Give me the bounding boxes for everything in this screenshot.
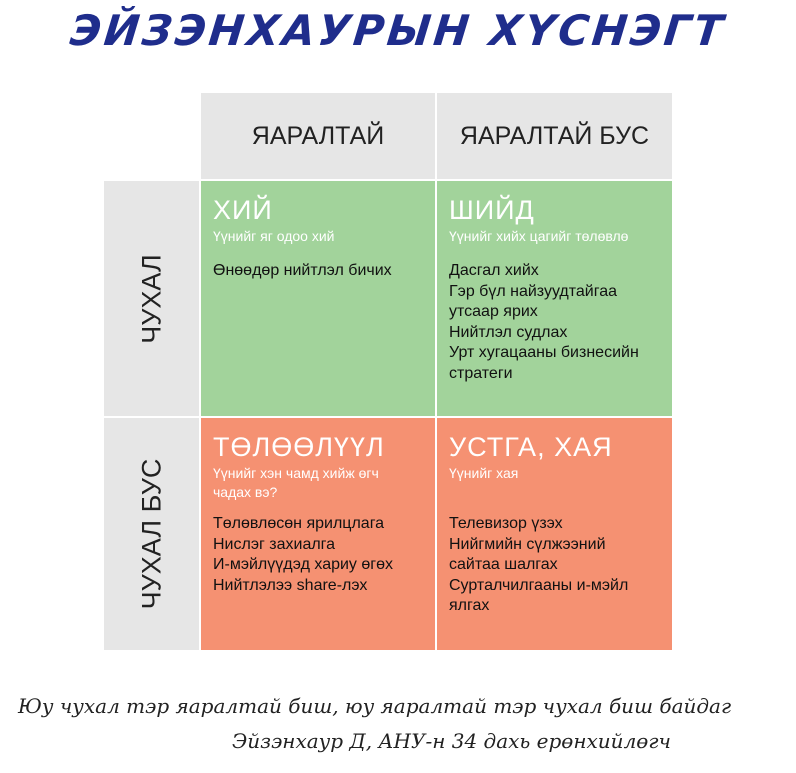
- column-header-urgent: ЯАРАЛТАЙ: [201, 93, 435, 179]
- row-header-important: [104, 181, 199, 416]
- list-item: Нийгмийн сүлжээний: [449, 535, 606, 553]
- quadrant-delete-list: [449, 514, 674, 617]
- quadrant-delete-title: УСТГА, ХАЯ: [449, 432, 613, 462]
- quadrant-decide-title: ШИЙД: [449, 195, 535, 225]
- quadrant-delegate-list: [213, 514, 438, 596]
- column-header-not-urgent: ЯАРАЛТАЙ БУС: [437, 93, 672, 179]
- list-item: Сурталчилгааны и-мэйл: [449, 576, 629, 594]
- list-item: Гэр бүл найзуудтайгаа: [449, 282, 618, 300]
- list-item: сайтаа шалгах: [449, 556, 558, 573]
- quadrant-delegate-title: ТӨЛӨӨЛҮҮЛ: [213, 432, 385, 462]
- quadrant-do-title: ХИЙ: [213, 195, 273, 225]
- list-item: Дасгал хийх: [449, 262, 539, 279]
- list-item: Өнөөдөр нийтлэл бичих: [213, 262, 392, 279]
- row-label-not-important: ЧУХАЛ БУС: [136, 458, 166, 610]
- quote-attribution: Эйзэнхаур Д, АНУ-н 34 дахь ерөнхийлөгч: [232, 729, 671, 753]
- quadrant-do: [201, 181, 435, 416]
- list-item: И-мэйлүүдэд хариу өгөх: [213, 556, 394, 573]
- quadrant-delete-subtitle: Үүнийг хая: [449, 465, 519, 481]
- quadrant-delegate-subtitle: Үүнийг хэн чамд хийж өгч чадах вэ?: [213, 465, 379, 500]
- quadrant-do-list: [213, 261, 438, 282]
- list-item: Нийтлэл судлах: [449, 323, 568, 341]
- quadrant-do-subtitle: Үүнийг яг одоо хий: [213, 228, 335, 244]
- list-item: утсаар ярих: [449, 303, 538, 320]
- quadrant-decide-subtitle: Үүнийг хийх цагийг төлөвлө: [449, 228, 629, 244]
- quote-text: Юу чухал тэр яаралтай биш, юу яаралтай тэр чухал биш байдаг: [18, 694, 732, 718]
- row-header-not-important: [104, 418, 199, 650]
- quadrant-delegate: [201, 418, 435, 650]
- list-item: Телевизор үзэх: [449, 515, 563, 532]
- list-item: Нислэг захиалга: [213, 535, 336, 553]
- list-item: Төлөвлөсөн ярилцлага: [213, 515, 385, 532]
- row-label-important: ЧУХАЛ: [136, 253, 166, 344]
- quadrant-decide: [437, 181, 672, 416]
- list-item: ялгах: [449, 597, 490, 614]
- list-item: Урт хугацааны бизнесийн: [449, 344, 639, 361]
- list-item: Нийтлэлээ share-лэх: [213, 576, 368, 594]
- list-item: стратеги: [449, 364, 513, 382]
- page-title: ЭЙЗЭНХАУРЫН ХҮСНЭГТ: [67, 6, 729, 55]
- quadrant-delete: [437, 418, 672, 650]
- quadrant-decide-list: [449, 261, 674, 384]
